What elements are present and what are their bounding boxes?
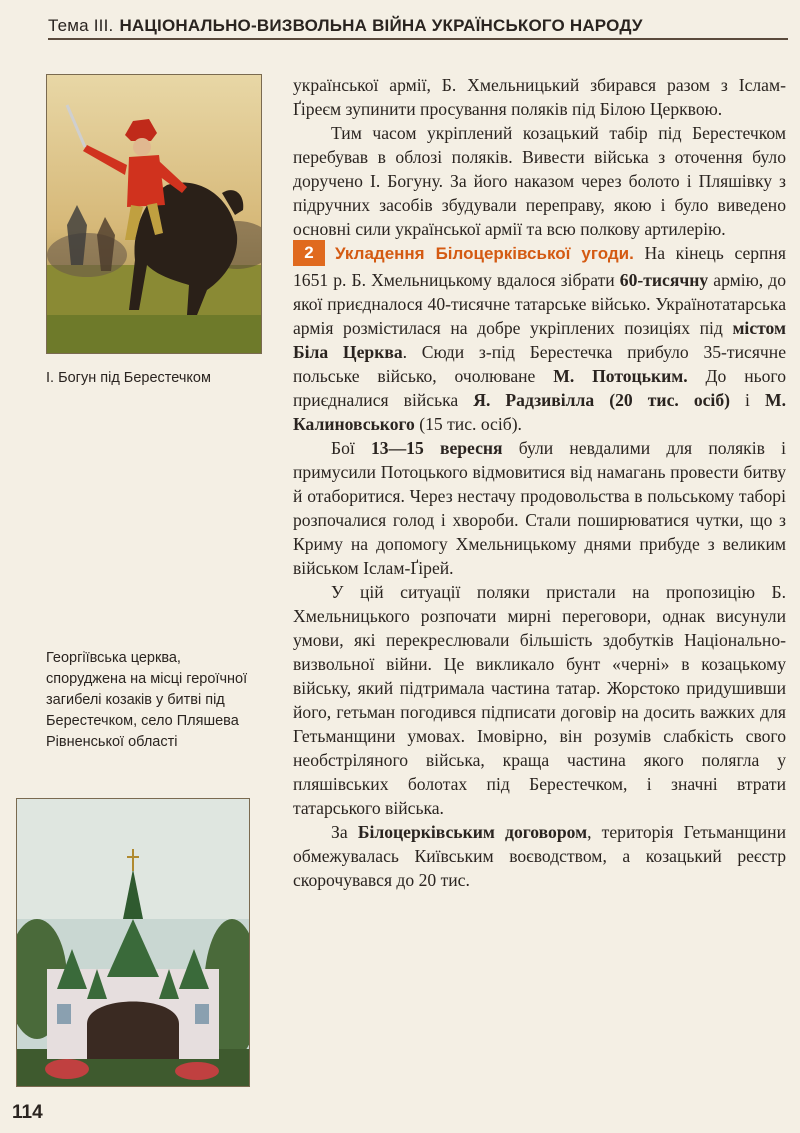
text-fragment: . Сюди з-під Берестечка прибуло 35-тисячне польське військо, очолюване — [293, 341, 786, 386]
paragraph-1: української армії, Б. Хмельницький збирався разом з Іслам-Ґіреєм зупинити просування поляків під Білою Церквою. — [293, 75, 786, 119]
header-topic-label: Тема III. — [48, 16, 114, 35]
text-fragment: і — [729, 389, 765, 410]
bold-term: 60-тисячну — [619, 269, 709, 290]
text-fragment: На кінець серпня 1651 р. Б. Хмельницькому вдалося зібрати — [293, 243, 786, 290]
church-photo-icon — [17, 799, 249, 1086]
text-fragment: (15 тис. осіб). — [414, 413, 522, 434]
paragraph-2: Тим часом укріплений козацький табір під Берестечком перебував в облозі поляків. Вивести війська з оточення було доручено І. Богуну. За його наказом через болото і Пляшівку з підручних засобів збудували переправу, якою і було виведено основні сили української армії та всю полкову артилерію. — [293, 123, 786, 239]
header-topic-title: НАЦІОНАЛЬНО-ВИЗВОЛЬНА ВІЙНА УКРАЇНСЬКОГО НАРОДУ — [119, 16, 643, 35]
section-title: Укладення Білоцерківської угоди. — [335, 244, 634, 263]
figure-caption-bohun: І. Богун під Берестечком — [46, 370, 211, 386]
cossack-battle-painting-icon — [47, 75, 261, 353]
bold-term: містом Біла Церква — [293, 317, 786, 362]
section-number-badge: 2 — [293, 240, 325, 266]
text-fragment: За — [331, 821, 358, 842]
bold-term: Я. Радзивілла (20 тис. осіб) — [473, 389, 730, 410]
bold-term: М. Потоцьким. — [553, 365, 688, 386]
text-fragment: армію, до якої приєдналося 40-тисячне татарське військо. Українотатарська армія розмістилася на добре укріплених позиціях під — [293, 269, 786, 338]
page-number: 114 — [12, 1102, 43, 1123]
paragraph-6 — [293, 820, 786, 892]
bold-term: Білоцерківським договором — [357, 821, 588, 842]
church-photo — [16, 798, 250, 1087]
figure-caption-church: Георгіївська церква, споруджена на місці героїчної загибелі козаків у битві під Берестечком, село Пляшева Рівненської області — [46, 650, 248, 750]
bold-term: М. Калиновського — [293, 389, 787, 434]
text-fragment: , територія Гетьманщини обмежувалась Київським воєводством, а козацький реєстр скорочувався до 20 тис. — [293, 821, 786, 890]
text-fragment: До нього приєдналися війська — [293, 365, 786, 410]
paragraph-4 — [293, 436, 786, 580]
section-2-paragraph — [293, 241, 786, 436]
page-header — [48, 6, 788, 40]
bold-term: 13—15 вересня — [370, 437, 503, 458]
text-fragment: були невдалими для поляків і примусили Потоцького відмовитися від намагань провести битву й отаборитися. Через нестачу продовольства в польському таборі розпочалися голод і хвороби. Стали поширюватися чутки, що з Криму на допомогу Хмельницькому днями прибуде з великим військом Іслам-Ґірей. — [293, 437, 787, 578]
main-text-column — [293, 73, 786, 892]
paragraph-5: У цій ситуації поляки пристали на пропозицію Б. Хмельницького розпочати мирні переговори, однак висунули умови, які перекреслювали більшість здобутків Національно-визвольної війни. Це викликало бунт «черні» в козацькому війську, який підтримала частина татар. Жорстоко придушивши його, гетьман погодився підписати договір на досить важких для Гетьманщини умовах. Імовірно, він розумів слабкість свого необстріляного війська, краща частина якого полягла у пляшівських болотах під Берестечком, і значні втрати татарського війська. — [293, 581, 786, 818]
bohun-painting — [46, 74, 262, 354]
text-fragment: Бої — [331, 437, 371, 458]
